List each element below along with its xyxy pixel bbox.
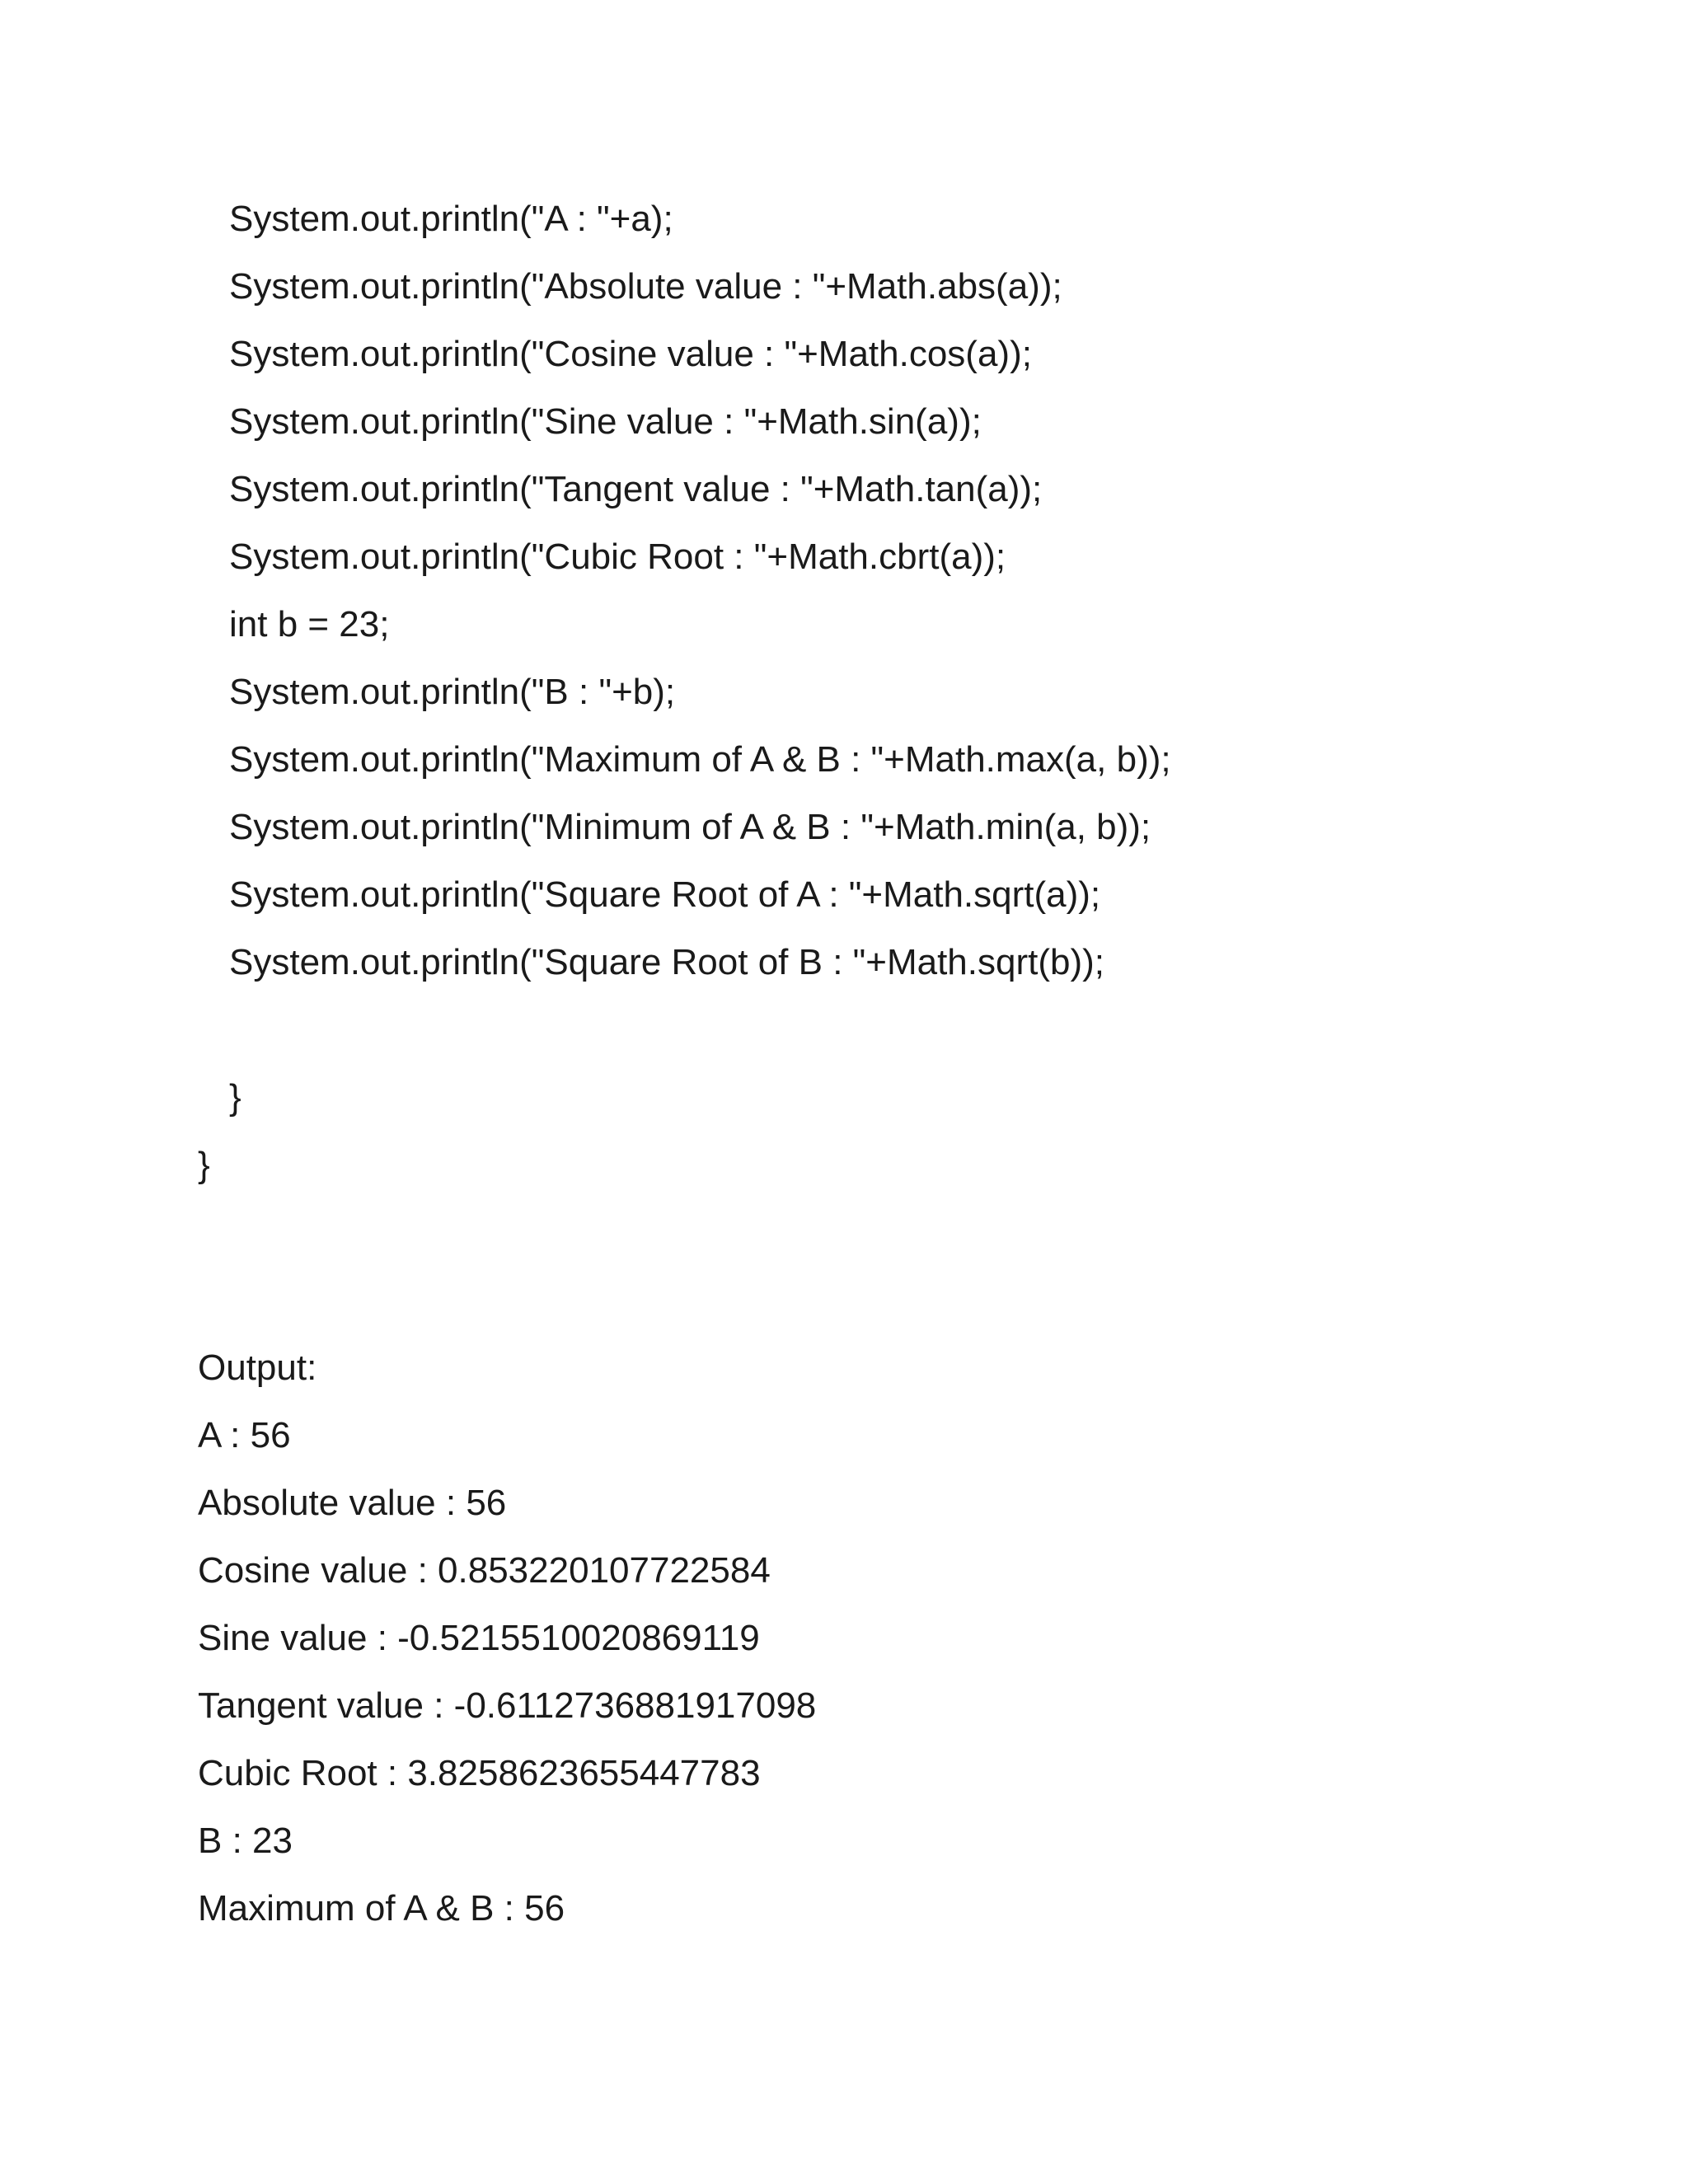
code-closing-brace-inner: } [229,1077,241,1118]
code-line: System.out.println("Sine value : "+Math.sin(a)); [229,401,982,442]
code-line: System.out.println("B : "+b); [229,672,676,712]
code-line: System.out.println("A : "+a); [229,199,673,239]
code-line: System.out.println("Cosine value : "+Math.cos(a)); [229,334,1032,374]
output-line: Sine value : -0.5215510020869119 [198,1618,760,1658]
output-line: Cosine value : 0.853220107722584 [198,1550,771,1591]
output-line: Tangent value : -0.6112736881917098 [198,1685,817,1726]
output-line: A : 56 [198,1415,291,1455]
output-line: Absolute value : 56 [198,1483,507,1523]
output-line: Maximum of A & B : 56 [198,1888,565,1929]
code-line: System.out.println("Minimum of A & B : "+Math.min(a, b)); [229,807,1151,847]
code-line: System.out.println("Maximum of A & B : "+Math.max(a, b)); [229,739,1171,780]
output-heading: Output: [198,1347,317,1388]
code-line: System.out.println("Square Root of B : "+Math.sqrt(b)); [229,942,1104,982]
code-line: System.out.println("Square Root of A : "+Math.sqrt(a)); [229,874,1101,915]
code-line: int b = 23; [229,604,390,644]
output-line: Cubic Root : 3.8258623655447783 [198,1753,761,1793]
code-closing-brace-outer: } [198,1145,210,1185]
code-line: System.out.println("Absolute value : "+Math.abs(a)); [229,266,1062,307]
output-line: B : 23 [198,1821,293,1861]
code-line: System.out.println("Tangent value : "+Math.tan(a)); [229,469,1043,509]
code-line: System.out.println("Cubic Root : "+Math.cbrt(a)); [229,537,1006,577]
